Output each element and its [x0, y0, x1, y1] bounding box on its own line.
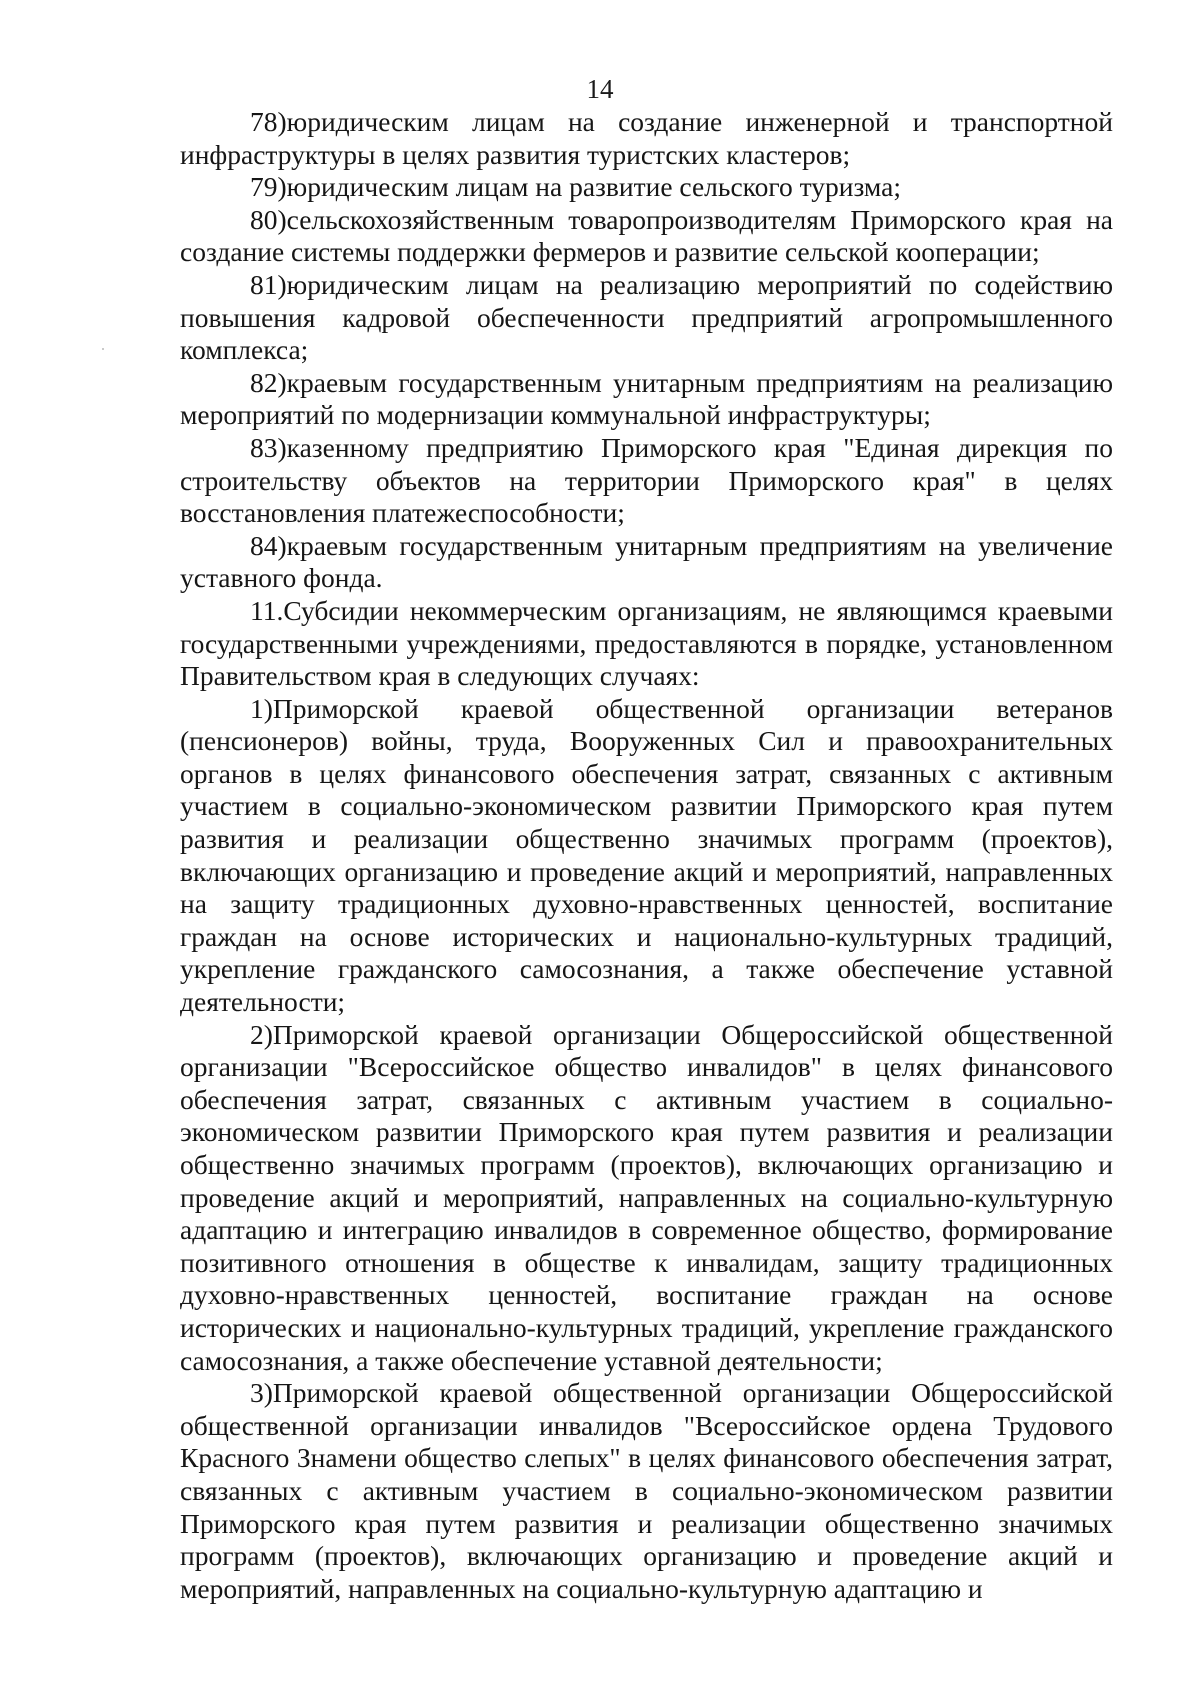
list-item-84: 84)краевым государственным унитарным предприятиям на увеличение уставного фонда. [180, 529, 1113, 594]
list-item-80: 80)сельскохозяйственным товаропроизводителям Приморского края на создание системы поддержки фермеров и развитие сельской кооперации; [180, 203, 1113, 268]
section-11-intro: 11.Субсидии некоммерческим организациям, не являющимся краевыми государственными учреждениями, предоставляются в порядке, установленном Правительством края в следующих случаях: [180, 594, 1113, 692]
document-body [180, 106, 1113, 1605]
section-11-item-2: 2)Приморской краевой организации Общероссийской общественной организации "Всероссийское общество инвалидов" в целях финансового обеспечения затрат, связанных с активным участием в социально-экономическом развитии Приморского края путем развития и реализации общественно значимых программ (проектов), включающих организацию и проведение акций и мероприятий, направленных на социально-культурную адаптацию и интеграцию инвалидов в современное общество, формирование позитивного отношения в обществе к инвалидам, защиту традиционных духовно-нравственных ценностей, воспитание граждан на основе исторических и национально-культурных традиций, укрепление гражданского самосознания, а также обеспечение уставной деятельности; [180, 1018, 1113, 1376]
list-item-79: 79)юридическим лицам на развитие сельского туризма; [250, 171, 901, 203]
list-item-78: 78)юридическим лицам на создание инженерной и транспортной инфраструктуры в целях развития туристских кластеров; [180, 106, 1113, 170]
page-number: 14 [586, 74, 614, 104]
scan-speck [102, 348, 104, 350]
section-11-item-1: 1)Приморской краевой общественной организации ветеранов (пенсионеров) войны, труда, Вооруженных Сил и правоохранительных органов в целях финансового обеспечения затрат, связанных с активным участием в социально-экономическом развитии Приморского края путем развития и реализации общественно значимых программ (проектов), включающих организацию и проведение акций и мероприятий, направленных на защиту традиционных духовно-нравственных ценностей, воспитание граждан на основе исторических и национально-культурных традиций, укрепление гражданского самосознания, а также обеспечение уставной деятельности; [180, 692, 1113, 1018]
list-item-82: 82)краевым государственным унитарным предприятиям на реализацию мероприятий по модернизации коммунальной инфраструктуры; [180, 366, 1113, 431]
section-11-item-3: 3)Приморской краевой общественной организации Общероссийской общественной организации инвалидов "Всероссийское ордена Трудового Красного Знамени общество слепых" в целях финансового обеспечения затрат, связанных с активным участием в социально-экономическом развитии Приморского края путем развития и реализации общественно значимых программ (проектов), включающих организацию и проведение акций и мероприятий, направленных на социально-культурную адаптацию и [180, 1377, 1113, 1604]
list-item-83: 83)казенному предприятию Приморского края "Единая дирекция по строительству объектов на территории Приморского края" в целях восстановления платежеспособности; [180, 431, 1113, 529]
list-item-81: 81)юридическим лицам на реализацию мероприятий по содействию повышения кадровой обеспеченности предприятий агропромышленного комплекса; [180, 268, 1113, 366]
